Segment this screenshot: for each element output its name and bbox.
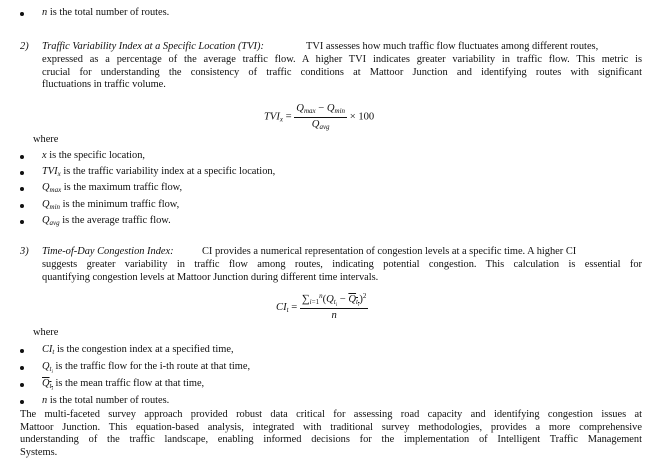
- paragraph-line: Mattoor Junction. This equation-based analysis, integrated with traditional survey methodologies, provides a more comprehensive: [20, 421, 642, 433]
- paragraph-line: CI provides a numerical representation of congestion levels at a specific time. A higher CI: [202, 246, 577, 257]
- paragraph-line: The multi-faceted survey approach provided robust data critical for assessing road capacity and identifying congestion issues at: [20, 409, 642, 420]
- section-3: [20, 246, 642, 284]
- paragraph-line: crucial for understanding the consistency of traffic conditions at Mattoor Junction and identifying routes with significant: [42, 66, 642, 78]
- where-label: where: [33, 134, 59, 145]
- paragraph-line: suggests greater variability in traffic flow among routes, indicating potential congestion. This calculation is essential for: [42, 259, 642, 270]
- equation-fraction: $\frac{Q_{max} - Q_{min}}{Q_{avg}}$: [296, 103, 346, 131]
- paragraph-line: expressed as a percentage of the average traffic flow. A higher TVI indicates greater variability in traffic flow. This metric is: [42, 54, 642, 65]
- section-title: Traffic Variability Index at a Specific Location (TVI):: [42, 41, 264, 52]
- paragraph-line: quantifying congestion levels at Mattoor Junction during different time intervals.: [42, 271, 379, 283]
- section-number: 2): [20, 41, 29, 52]
- symbol-n: n: [42, 7, 48, 18]
- paragraph-line: understanding of the traffic landscape, enabling informed decisions for the implementation of Intelligent Traffic Management: [20, 434, 642, 446]
- section-2: [20, 41, 642, 92]
- section-title: Time-of-Day Congestion Index:: [42, 246, 174, 257]
- paragraph-line: fluctuations in traffic volume.: [42, 79, 166, 91]
- equation-multiplier: × 100: [349, 111, 375, 123]
- closing-paragraph: [20, 409, 642, 459]
- equation-fraction: $\frac{\sum_{i=1}^n(Q_{t_i} - Q_{t_i})^2}{n}$: [301, 292, 367, 321]
- bullet-dot: [20, 12, 24, 16]
- equation-ci: $CI_t$ = $\frac{\sum_{i=1}^n(Q_{t_i} - Q_{t_i})^2}{n}$: [276, 292, 367, 321]
- paragraph-line: TVI assesses how much traffic flow fluctuates among different routes,: [306, 41, 599, 52]
- equation-tvi: $TVI_x$ = $\frac{Q_{max} - Q_{min}}{Q_{avg}}$ × 100: [264, 103, 375, 131]
- section-number: 3): [20, 246, 29, 257]
- paper-page: n is the total number of routes. 2) Traffic Variability Index at a Specific Location (TVI): TVI assesses how much traffic flow fluctuates among different routes, expressed as a percentage of the average traffic flow. A higher TVI indicates greater variability in traffic flow. This metric is crucial for understanding the consistency of traffic conditions at Mattoor Junction and identifying routes with significant fluctuations in traffic volume. $TVI_x$ = $\frac{Q_{max} - Q_{min}}{Q_{avg}}$ × 100 where x is the specific location, $TVI_x$ is the traffic variability index at a specific location, $Q_{max}$ is the maximum traffic flow, $Q_{min}$ is the minimum traffic flow, $Q_{avg}$ is the average traffic flow. 3) Time-of-Day Congestion Index: CI provides a numerical representation of congestion levels at a specific time. A higher CI suggests greater variability in traffic flow among routes, indicating potential congestion. This calculation is essential for quantifying congestion levels at Mattoor Junction during different time intervals. $CI_t$ = $\frac{\sum_{i=1}^n(Q_{t_i} - Q_{t_i})^2}{n}$ where $CI_t$ is the congestion index at a specified time, $Q_{t_i}$ is the traffic flow for the i-th route at that time, $Q_{t_i}$ is the mean traffic flow at that time, n is the total number of routes. The multi-faceted survey approach provided robust data critical for assessing road capacity and identifying congestion issues at Mattoor Junction. This equation-based analysis, integrated with traditional survey methodologies, provides a more comprehensive understanding of the traffic landscape, enabling informed decisions for the implementation of Intelligent Traffic Management Systems.: [20, 7, 642, 458]
- where-label: where: [33, 327, 59, 338]
- paragraph-line: Systems.: [20, 446, 58, 458]
- bullet-text: is the total number of routes.: [49, 7, 170, 18]
